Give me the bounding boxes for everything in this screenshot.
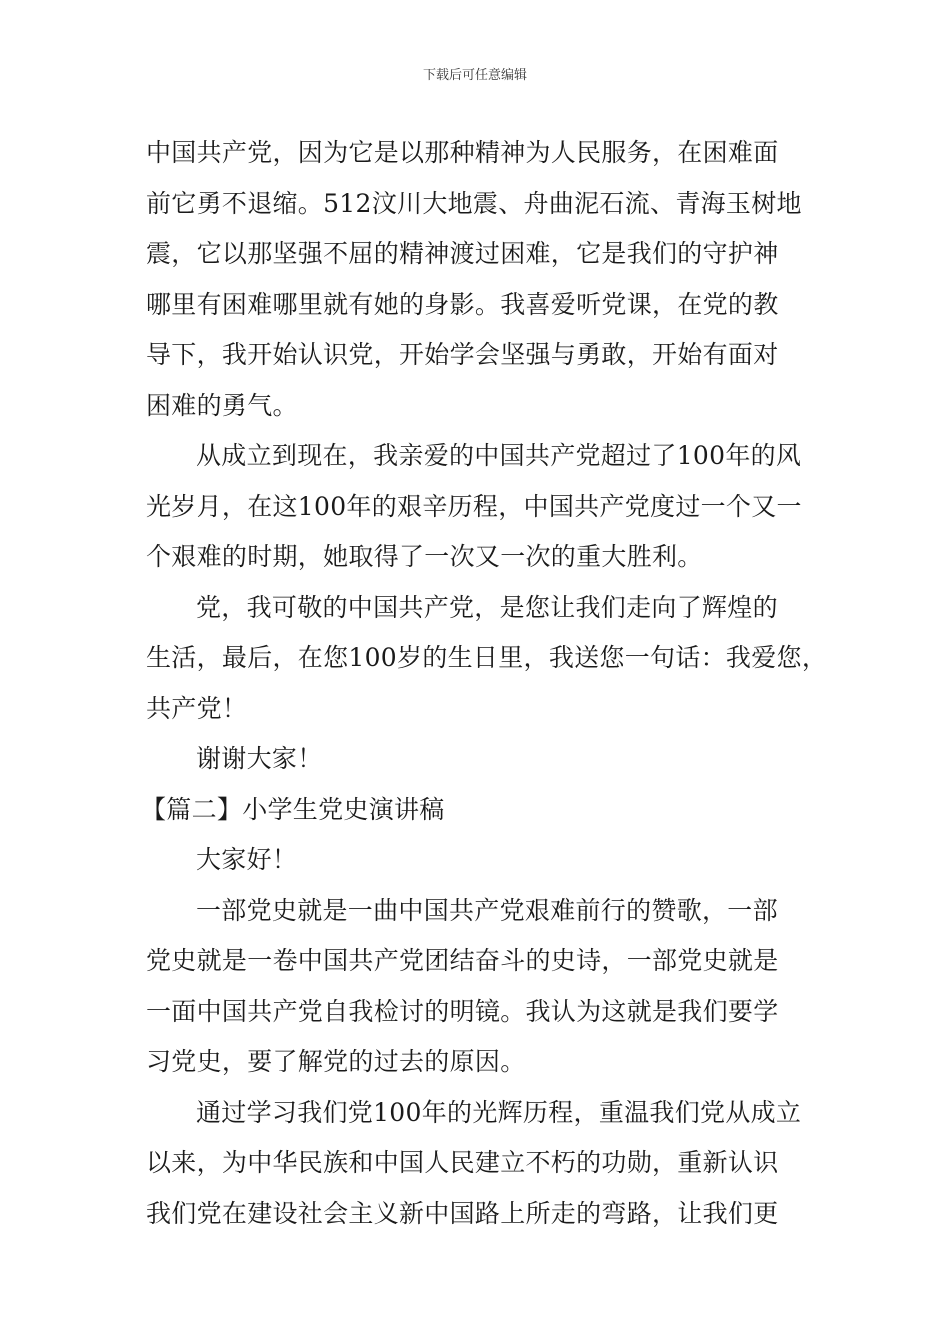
text-line: 中国共产党，因为它是以那种精神为人民服务，在困难面 <box>146 138 779 167</box>
text-line: 习党史，要了解党的过去的原因。 <box>146 1047 526 1076</box>
text-line: 生活，最后，在您100岁的生日里，我送您一句话：我爱您， <box>146 643 828 672</box>
text-line: 大家好！ <box>196 845 298 874</box>
paragraph <box>146 734 816 785</box>
text-line: 共产党！ <box>146 693 248 723</box>
text-line: 从成立到现在，我亲爱的中国共产党超过了100年的风 <box>196 441 802 470</box>
document-body <box>141 128 828 1239</box>
text-line: 震，它以那坚强不屈的精神渡过困难，它是我们的守护神 <box>146 239 779 268</box>
page-header: 下载后可任意编辑 <box>422 68 527 83</box>
text-line: 光岁月，在这100年的艰辛历程，中国共产党度过一个又一 <box>146 491 802 521</box>
text-line: 通过学习我们党100年的光辉历程，重温我们党从成立 <box>196 1097 802 1127</box>
text-line: 一部党史就是一曲中国共产党艰难前行的赞歌，一部 <box>196 895 778 925</box>
paragraph <box>146 583 828 735</box>
paragraph <box>146 431 816 583</box>
paragraph <box>146 1088 816 1240</box>
text-line: 我们党在建设社会主义新中国路上所走的弯路，让我们更 <box>146 1198 779 1228</box>
text-line: 困难的勇气。 <box>146 390 298 420</box>
text-line: 导下，我开始认识党，开始学会坚强与勇敢，开始有面对 <box>146 340 779 369</box>
text-line: 哪里有困难哪里就有她的身影。我喜爱听党课，在党的教 <box>146 289 779 319</box>
paragraph <box>146 886 816 1088</box>
text-line: 一面中国共产党自我检讨的明镜。我认为这就是我们要学 <box>146 996 779 1026</box>
text-line: 党，我可敬的中国共产党，是您让我们走向了辉煌的 <box>196 592 778 622</box>
section-title <box>141 785 816 836</box>
text-line: 以来，为中华民族和中国人民建立不朽的功勋，重新认识 <box>146 1148 779 1177</box>
paragraph <box>146 835 816 886</box>
text-line: 党史就是一卷中国共产党团结奋斗的史诗，一部党史就是 <box>146 946 779 975</box>
text-line: 个艰难的时期，她取得了一次又一次的重大胜利。 <box>146 542 703 571</box>
section-title-text: 【篇二】小学生党史演讲稿 <box>141 794 445 824</box>
paragraph <box>146 128 816 431</box>
text-line: 谢谢大家！ <box>196 744 323 773</box>
text-line: 前它勇不退缩。512汶川大地震、舟曲泥石流、青海玉树地 <box>146 188 802 218</box>
